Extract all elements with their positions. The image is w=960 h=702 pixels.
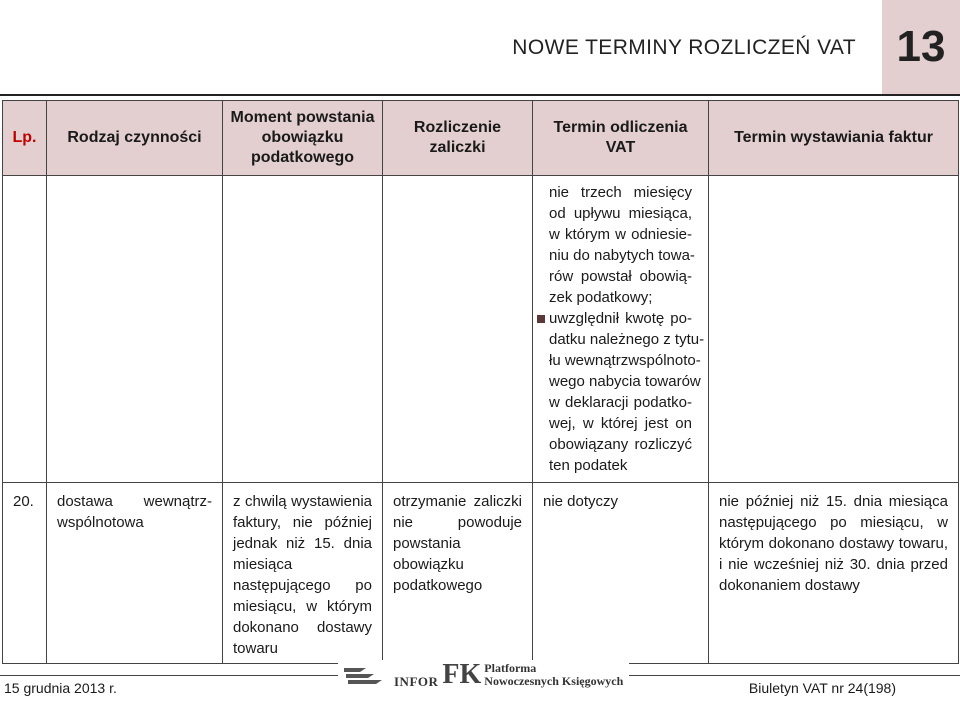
infor-fk-logo	[338, 660, 629, 690]
infor-stripes-icon	[344, 666, 390, 684]
column-header-rodzaj: Rodzaj czynności	[47, 101, 223, 176]
row-rodzaj: dostawa wewnątrz-wspólnotowa	[47, 483, 223, 664]
text-line: w którym w odniesie-	[549, 226, 692, 243]
bullet-line	[549, 308, 692, 329]
header-title: NOWE TERMINY ROZLICZEŃ VAT	[512, 36, 856, 59]
logo-infor-text: INFOR	[394, 674, 439, 689]
text-line: obowiązany rozliczyć	[549, 436, 692, 453]
header-divider	[0, 94, 960, 96]
footer-date: 15 grudnia 2013 r.	[4, 680, 117, 696]
table-cell	[3, 176, 47, 483]
logo-fk-text: FK	[442, 659, 482, 690]
table-cell	[383, 176, 533, 483]
page-number: 13	[882, 0, 960, 94]
column-header-odliczenie: Termin odliczenia VAT	[533, 101, 709, 176]
text-line: wego nabycia towarów	[549, 373, 701, 390]
logo-platforma-text	[484, 662, 623, 688]
table-row	[3, 483, 959, 664]
text-line: nie trzech miesięcy	[549, 184, 692, 201]
table-cell	[223, 176, 383, 483]
text-line: datku należnego z tytu-	[549, 331, 705, 348]
text-line: łu wewnątrzwspólnoto-	[549, 352, 701, 369]
square-bullet-icon	[537, 315, 545, 323]
column-header-zaliczka: Rozliczenie zaliczki	[383, 101, 533, 176]
table-cell	[47, 176, 223, 483]
logo-platforma-line2: Nowoczesnych Księgowych	[484, 674, 624, 688]
page-header	[0, 0, 960, 96]
logo-platforma-line1: Platforma	[484, 661, 537, 675]
table-row-continuation	[3, 176, 959, 483]
odliczenie-continuation-cell	[533, 176, 709, 483]
row-zaliczka: otrzymanie zaliczki nie powoduje powstania obowiązku podatkowego	[383, 483, 533, 664]
row-moment: z chwilą wystawienia faktury, nie później jednak niż 15. dnia miesiąca następującego po miesiącu, w którym dokonano dostawy towaru	[223, 483, 383, 664]
vat-terms-table	[2, 100, 959, 664]
row-lp: 20.	[3, 483, 47, 664]
text-line: uwzględnił kwotę po-	[549, 310, 692, 327]
text-line: ten podatek	[549, 457, 628, 474]
text-line: w deklaracji podatko-	[549, 394, 692, 411]
text-line: zek podatkowy;	[549, 289, 653, 306]
column-header-lp: Lp.	[3, 101, 47, 176]
text-line: od upływu miesiąca,	[549, 205, 692, 222]
column-header-faktury: Termin wystawiania faktur	[709, 101, 959, 176]
row-faktury: nie później niż 15. dnia miesiąca następującego po miesiącu, w którym dokonano dostawy towaru, i nie wcześniej niż 30. dnia przed dokonaniem dostawy	[709, 483, 959, 664]
table-header-row	[3, 101, 959, 176]
column-header-moment: Moment powstania obowiązku podatkowego	[223, 101, 383, 176]
text-line: rów powstał obowią-	[549, 268, 692, 285]
table-cell	[709, 176, 959, 483]
row-odliczenie: nie dotyczy	[533, 483, 709, 664]
text-line: wej, w której jest on	[549, 415, 692, 432]
text-line: niu do nabytych towa-	[549, 247, 695, 264]
footer-publication: Biuletyn VAT nr 24(198)	[748, 680, 896, 696]
